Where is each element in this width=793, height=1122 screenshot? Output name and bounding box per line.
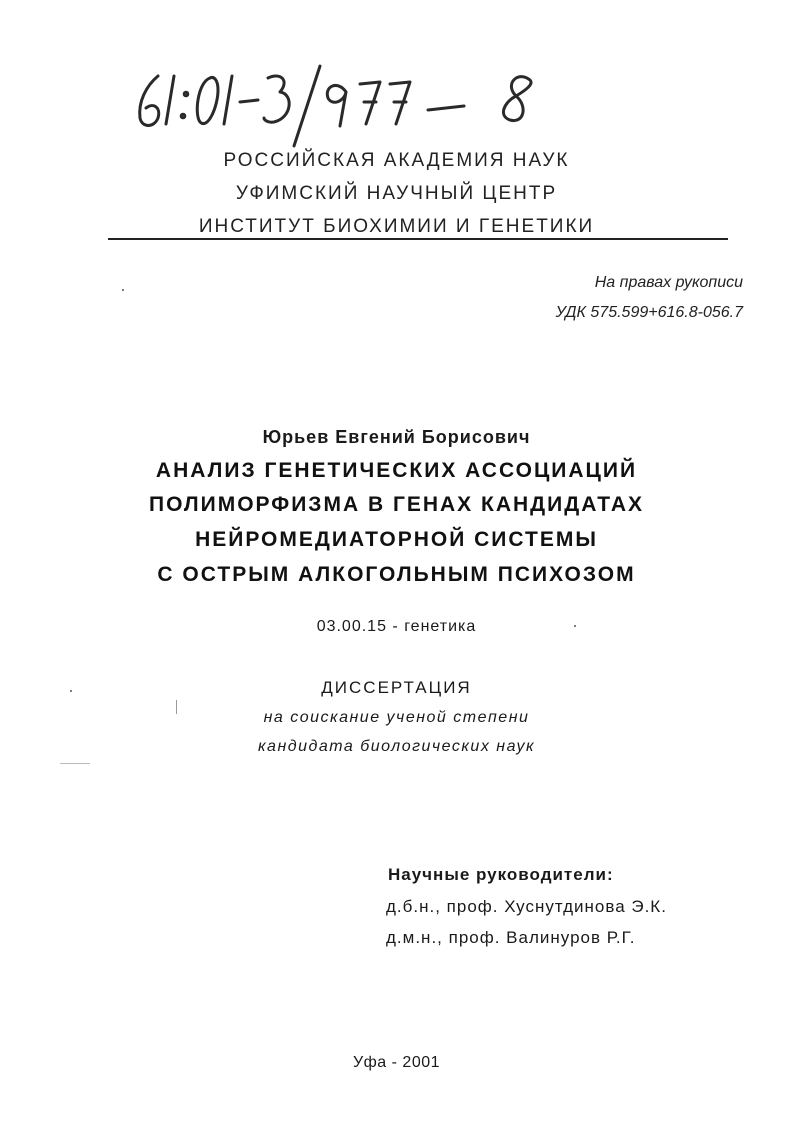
degree-line-1: на соискание ученой степени xyxy=(263,709,530,726)
supervisors-heading: Научные руководители: xyxy=(388,865,614,884)
dissertation-label: ДИССЕРТАЦИЯ xyxy=(321,678,472,697)
supervisor-2: д.м.н., проф. Валинуров Р.Г. xyxy=(386,928,636,947)
scan-speck xyxy=(60,763,90,764)
scan-speck xyxy=(176,700,177,714)
header-center: УФИМСКИЙ НАУЧНЫЙ ЦЕНТР xyxy=(235,183,558,204)
udk-code: УДК 575.599+616.8-056.7 xyxy=(555,304,743,321)
header-divider xyxy=(108,238,728,240)
supervisor-1: д.б.н., проф. Хуснутдинова Э.К. xyxy=(386,897,667,916)
manuscript-rights: На правах рукописи xyxy=(594,274,743,291)
title-line-3: НЕЙРОМЕДИАТОРНОЙ СИСТЕМЫ xyxy=(195,528,598,551)
title-line-4: С ОСТРЫМ АЛКОГОЛЬНЫМ ПСИХОЗОМ xyxy=(157,563,636,586)
header-institute: ИНСТИТУТ БИОХИМИИ И ГЕНЕТИКИ xyxy=(198,216,595,237)
scan-speck xyxy=(122,289,124,291)
handwritten-archive-number-drawing xyxy=(128,62,588,152)
place-year: Уфа - 2001 xyxy=(352,1054,441,1071)
author-name: Юрьев Евгений Борисович xyxy=(262,427,531,447)
handwritten-archive-number xyxy=(128,62,588,152)
scan-speck xyxy=(574,625,576,627)
degree-line-2: кандидата биологических наук xyxy=(257,738,535,755)
scan-speck xyxy=(70,690,72,692)
specialty-code: 03.00.15 - генетика xyxy=(316,618,477,635)
title-line-2: ПОЛИМОРФИЗМА В ГЕНАХ КАНДИДАТАХ xyxy=(148,493,644,516)
header-academy: РОССИЙСКАЯ АКАДЕМИЯ НАУК xyxy=(223,150,570,171)
title-line-1: АНАЛИЗ ГЕНЕТИЧЕСКИХ АССОЦИАЦИЙ xyxy=(155,459,638,482)
